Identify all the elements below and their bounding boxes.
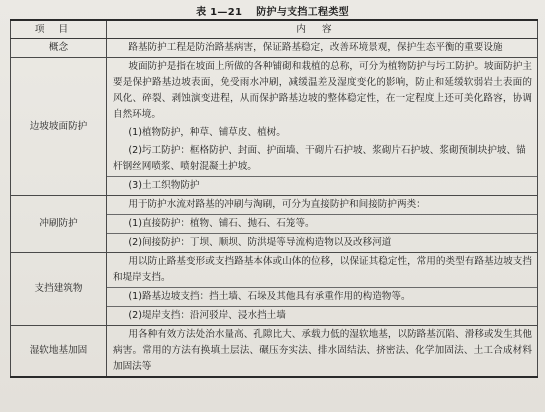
row-item: (1)路基边坡支挡：挡土墙、石垛及其他具有承重作用的构造物等。 — [107, 287, 537, 306]
row-content — [107, 253, 538, 326]
row-content — [107, 326, 538, 378]
table-row — [11, 58, 538, 196]
row-category: 冲刷防护 — [11, 196, 107, 253]
row-paragraph: 用于防护水流对路基的冲刷与淘刷，可分为直接防护和间接防护两类： — [128, 199, 426, 210]
row-paragraph: 坡面防护是指在坡面上所做的各种铺砌和栽植的总称，可分为植物防护与圬工防护。坡面防护主要是保护路基边坡表面，免受雨水冲刷，减缓温差及湿度变化的影响，防止和延缓软弱岩土表面的风化、碎裂、剥蚀演变进程，从而保护路基边坡的整体稳定性，在一定程度上还可美化路容，协调自然环境。 — [113, 61, 532, 120]
table-row — [11, 39, 538, 58]
row-category: 支挡建筑物 — [11, 253, 107, 326]
table-row — [11, 253, 538, 326]
row-item: (2)间接防护：丁坝、顺坝、防洪堤等导流构造物以及改移河道 — [107, 233, 537, 252]
table-number: 表 1—21 — [196, 7, 243, 18]
row-item: (2)堤岸支挡：沿河驳岸、浸水挡土墙 — [107, 306, 537, 325]
row-category: 湿软地基加固 — [11, 326, 107, 378]
row-content — [107, 39, 538, 58]
row-content — [107, 58, 538, 196]
row-item: (1)直接防护：植物、铺石、抛石、石笼等。 — [107, 214, 537, 233]
table-row — [11, 326, 538, 378]
row-item: (2)圬工防护：框格防护、封面、护面墙、干砌片石护坡、浆砌片石护坡、浆砌预制块护坡、锚杆钢丝网喷浆、喷射混凝土护坡。 — [113, 145, 526, 172]
table-caption: 防护与支挡工程类型 — [256, 7, 349, 18]
header-row — [11, 20, 538, 39]
row-category: 概念 — [11, 39, 107, 58]
table-title — [0, 3, 545, 18]
row-item: (1)植物防护，种草、铺草皮、植树。 — [128, 127, 286, 138]
row-content — [107, 196, 538, 253]
row-paragraph: 用各种有效方法处治水量高、孔隙比大、承载力低的湿软地基，以防路基沉陷、滑移或发生其他病害。常用的方法有换填土层法、碾压夯实法、排水固结法、挤密法、化学加固法、土工合成材料加固法等 — [113, 329, 532, 372]
header-content: 内容 — [107, 20, 538, 39]
row-paragraph: 用以防止路基变形或支挡路基本体或山体的位移，以保证其稳定性，常用的类型有路基边坡支挡和堤岸支挡。 — [113, 256, 532, 283]
row-item: (3)土工织物防护 — [107, 176, 537, 195]
protection-types-table — [10, 19, 538, 378]
header-item: 项目 — [11, 20, 107, 39]
row-paragraph: 路基防护工程是防治路基病害，保证路基稳定，改善环境景观，保护生态平衡的重要设施 — [128, 42, 503, 53]
row-category: 边坡坡面防护 — [11, 58, 107, 196]
table-row — [11, 196, 538, 253]
